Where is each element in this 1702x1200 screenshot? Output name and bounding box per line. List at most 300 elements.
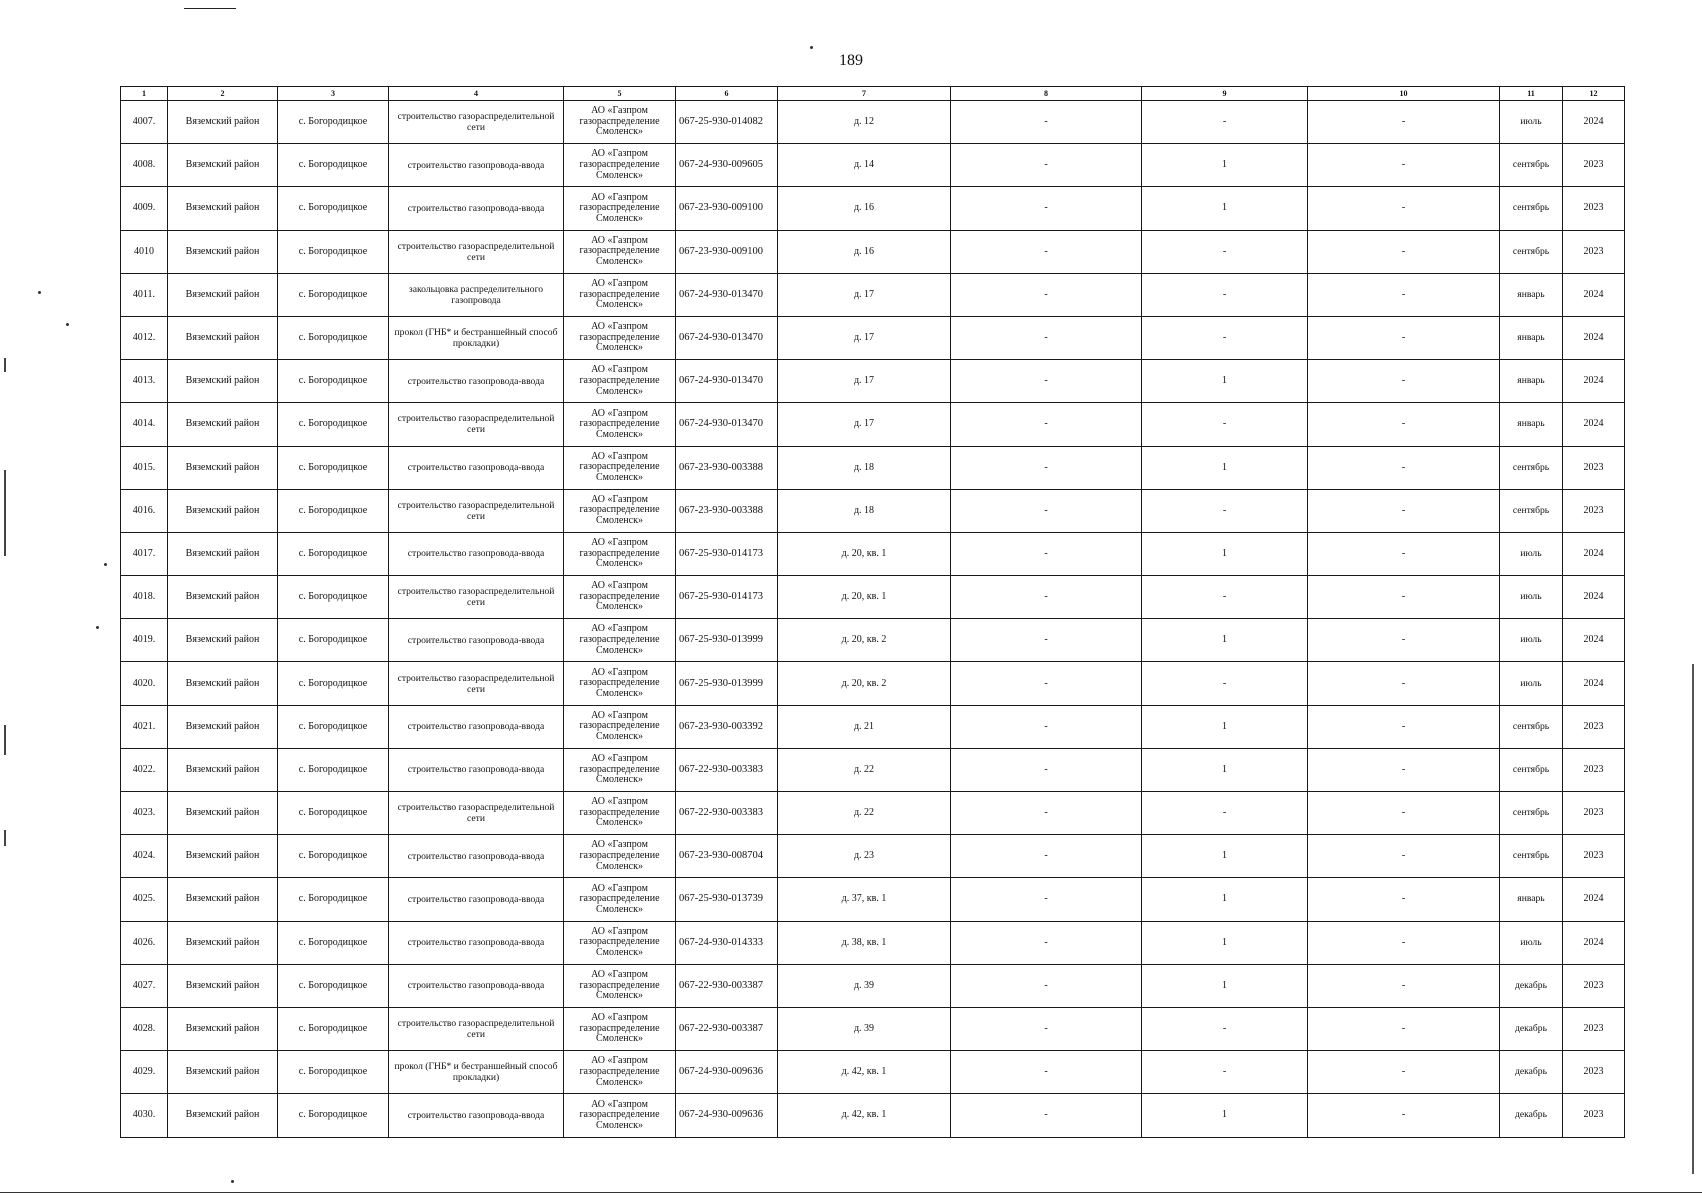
year-cell: 2024 [1563, 403, 1625, 446]
year-cell: 2023 [1563, 835, 1625, 878]
application-code-cell: 067-24-930-009636 [676, 1094, 778, 1137]
settlement-cell: с. Богородицкое [278, 446, 389, 489]
row-number-cell: 4022. [121, 748, 168, 791]
address-cell: д. 39 [778, 964, 951, 1007]
year-cell: 2023 [1563, 1051, 1625, 1094]
col-8-value-cell: - [951, 1007, 1142, 1050]
district-cell: Вяземский район [168, 1051, 278, 1094]
district-cell: Вяземский район [168, 619, 278, 662]
settlement-cell: с. Богородицкое [278, 878, 389, 921]
year-cell: 2023 [1563, 1094, 1625, 1137]
col-9-value-cell: 1 [1142, 144, 1308, 187]
district-cell: Вяземский район [168, 1007, 278, 1050]
organization-cell: АО «Газпром газораспределение Смоленск» [564, 187, 676, 230]
col-9-value-cell: 1 [1142, 835, 1308, 878]
col-9-value-cell: - [1142, 792, 1308, 835]
month-cell: январь [1500, 273, 1563, 316]
column-number-8: 8 [951, 87, 1142, 101]
row-number-cell: 4015. [121, 446, 168, 489]
table-row [121, 316, 1625, 359]
month-cell: июль [1500, 921, 1563, 964]
address-cell: д. 21 [778, 705, 951, 748]
application-code-cell: 067-25-930-014082 [676, 101, 778, 144]
row-number-cell: 4013. [121, 360, 168, 403]
year-cell: 2023 [1563, 489, 1625, 532]
district-cell: Вяземский район [168, 316, 278, 359]
column-number-3: 3 [278, 87, 389, 101]
address-cell: д. 18 [778, 489, 951, 532]
month-cell: январь [1500, 878, 1563, 921]
table-row [121, 1007, 1625, 1050]
table-row [121, 619, 1625, 662]
district-cell: Вяземский район [168, 489, 278, 532]
col-9-value-cell: 1 [1142, 532, 1308, 575]
year-cell: 2023 [1563, 230, 1625, 273]
col-9-value-cell: - [1142, 576, 1308, 619]
table-row [121, 273, 1625, 316]
col-10-value-cell: - [1308, 705, 1500, 748]
address-cell: д. 14 [778, 144, 951, 187]
district-cell: Вяземский район [168, 403, 278, 446]
application-code-cell: 067-22-930-003383 [676, 792, 778, 835]
address-cell: д. 42, кв. 1 [778, 1094, 951, 1137]
organization-cell: АО «Газпром газораспределение Смоленск» [564, 273, 676, 316]
table-body [121, 101, 1625, 1138]
district-cell: Вяземский район [168, 792, 278, 835]
work-type-cell: строительство газопровода-ввода [389, 1094, 564, 1137]
col-9-value-cell: - [1142, 1051, 1308, 1094]
scan-artifact-tick [4, 358, 6, 372]
month-cell: январь [1500, 360, 1563, 403]
work-type-cell: прокол (ГНБ* и бестраншейный способ прокладки) [389, 316, 564, 359]
col-10-value-cell: - [1308, 921, 1500, 964]
scan-artifact-dot [66, 323, 69, 326]
district-cell: Вяземский район [168, 964, 278, 1007]
scan-artifact-tick [4, 470, 6, 556]
district-cell: Вяземский район [168, 273, 278, 316]
col-8-value-cell: - [951, 230, 1142, 273]
col-9-value-cell: - [1142, 403, 1308, 446]
scan-artifact-dot [96, 626, 99, 629]
month-cell: январь [1500, 316, 1563, 359]
district-cell: Вяземский район [168, 230, 278, 273]
col-8-value-cell: - [951, 662, 1142, 705]
col-10-value-cell: - [1308, 532, 1500, 575]
col-8-value-cell: - [951, 403, 1142, 446]
year-cell: 2023 [1563, 705, 1625, 748]
year-cell: 2024 [1563, 576, 1625, 619]
district-cell: Вяземский район [168, 748, 278, 791]
year-cell: 2024 [1563, 662, 1625, 705]
col-9-value-cell: 1 [1142, 360, 1308, 403]
row-number-cell: 4029. [121, 1051, 168, 1094]
row-number-cell: 4016. [121, 489, 168, 532]
settlement-cell: с. Богородицкое [278, 532, 389, 575]
row-number-cell: 4018. [121, 576, 168, 619]
year-cell: 2024 [1563, 619, 1625, 662]
column-number-row [121, 87, 1625, 101]
table-row [121, 705, 1625, 748]
address-cell: д. 12 [778, 101, 951, 144]
column-number-10: 10 [1308, 87, 1500, 101]
row-number-cell: 4014. [121, 403, 168, 446]
col-9-value-cell: - [1142, 273, 1308, 316]
work-type-cell: закольцовка распределительного газопровода [389, 273, 564, 316]
col-8-value-cell: - [951, 878, 1142, 921]
table-row [121, 144, 1625, 187]
column-number-5: 5 [564, 87, 676, 101]
col-9-value-cell: - [1142, 489, 1308, 532]
organization-cell: АО «Газпром газораспределение Смоленск» [564, 576, 676, 619]
col-8-value-cell: - [951, 273, 1142, 316]
work-type-cell: строительство газопровода-ввода [389, 446, 564, 489]
address-cell: д. 17 [778, 316, 951, 359]
settlement-cell: с. Богородицкое [278, 273, 389, 316]
table-row [121, 101, 1625, 144]
month-cell: июль [1500, 576, 1563, 619]
work-type-cell: строительство газопровода-ввода [389, 748, 564, 791]
organization-cell: АО «Газпром газораспределение Смоленск» [564, 1007, 676, 1050]
work-type-cell: строительство газопровода-ввода [389, 532, 564, 575]
work-type-cell: строительство газораспределительной сети [389, 1007, 564, 1050]
month-cell: июль [1500, 662, 1563, 705]
work-type-cell: строительство газораспределительной сети [389, 576, 564, 619]
district-cell: Вяземский район [168, 662, 278, 705]
settlement-cell: с. Богородицкое [278, 662, 389, 705]
table-row [121, 187, 1625, 230]
row-number-cell: 4026. [121, 921, 168, 964]
scan-artifact-margin-line [1692, 664, 1694, 1174]
month-cell: сентябрь [1500, 230, 1563, 273]
application-code-cell: 067-25-930-014173 [676, 576, 778, 619]
col-8-value-cell: - [951, 576, 1142, 619]
organization-cell: АО «Газпром газораспределение Смоленск» [564, 489, 676, 532]
district-cell: Вяземский район [168, 187, 278, 230]
organization-cell: АО «Газпром газораспределение Смоленск» [564, 230, 676, 273]
table-row [121, 1094, 1625, 1137]
row-number-cell: 4019. [121, 619, 168, 662]
col-10-value-cell: - [1308, 835, 1500, 878]
scan-artifact-dot [810, 46, 813, 49]
address-cell: д. 16 [778, 230, 951, 273]
row-number-cell: 4008. [121, 144, 168, 187]
row-number-cell: 4024. [121, 835, 168, 878]
col-8-value-cell: - [951, 921, 1142, 964]
month-cell: декабрь [1500, 1051, 1563, 1094]
application-code-cell: 067-23-930-003388 [676, 489, 778, 532]
organization-cell: АО «Газпром газораспределение Смоленск» [564, 360, 676, 403]
address-cell: д. 17 [778, 273, 951, 316]
col-8-value-cell: - [951, 835, 1142, 878]
district-cell: Вяземский район [168, 144, 278, 187]
settlement-cell: с. Богородицкое [278, 489, 389, 532]
month-cell: декабрь [1500, 1007, 1563, 1050]
application-code-cell: 067-23-930-003388 [676, 446, 778, 489]
organization-cell: АО «Газпром газораспределение Смоленск» [564, 878, 676, 921]
row-number-cell: 4023. [121, 792, 168, 835]
table-row [121, 921, 1625, 964]
month-cell: сентябрь [1500, 446, 1563, 489]
year-cell: 2023 [1563, 144, 1625, 187]
work-type-cell: строительство газораспределительной сети [389, 792, 564, 835]
column-number-7: 7 [778, 87, 951, 101]
work-type-cell: строительство газопровода-ввода [389, 964, 564, 1007]
table-row [121, 835, 1625, 878]
col-10-value-cell: - [1308, 1007, 1500, 1050]
scan-artifact-dot [231, 1180, 234, 1183]
district-cell: Вяземский район [168, 921, 278, 964]
application-code-cell: 067-24-930-013470 [676, 316, 778, 359]
table-row [121, 532, 1625, 575]
application-code-cell: 067-22-930-003383 [676, 748, 778, 791]
col-10-value-cell: - [1308, 489, 1500, 532]
col-10-value-cell: - [1308, 662, 1500, 705]
year-cell: 2023 [1563, 792, 1625, 835]
organization-cell: АО «Газпром газораспределение Смоленск» [564, 619, 676, 662]
address-cell: д. 38, кв. 1 [778, 921, 951, 964]
address-cell: д. 22 [778, 792, 951, 835]
col-10-value-cell: - [1308, 403, 1500, 446]
col-8-value-cell: - [951, 1051, 1142, 1094]
work-type-cell: строительство газопровода-ввода [389, 705, 564, 748]
row-number-cell: 4027. [121, 964, 168, 1007]
organization-cell: АО «Газпром газораспределение Смоленск» [564, 705, 676, 748]
work-type-cell: строительство газопровода-ввода [389, 144, 564, 187]
table-row [121, 878, 1625, 921]
col-8-value-cell: - [951, 187, 1142, 230]
table-row [121, 748, 1625, 791]
month-cell: сентябрь [1500, 748, 1563, 791]
year-cell: 2024 [1563, 360, 1625, 403]
work-type-cell: строительство газопровода-ввода [389, 360, 564, 403]
settlement-cell: с. Богородицкое [278, 230, 389, 273]
settlement-cell: с. Богородицкое [278, 705, 389, 748]
scan-artifact-dot [104, 563, 107, 566]
organization-cell: АО «Газпром газораспределение Смоленск» [564, 1051, 676, 1094]
col-9-value-cell: - [1142, 316, 1308, 359]
work-type-cell: строительство газораспределительной сети [389, 230, 564, 273]
col-10-value-cell: - [1308, 101, 1500, 144]
address-cell: д. 42, кв. 1 [778, 1051, 951, 1094]
column-number-9: 9 [1142, 87, 1308, 101]
application-code-cell: 067-25-930-013999 [676, 619, 778, 662]
organization-cell: АО «Газпром газораспределение Смоленск» [564, 101, 676, 144]
table-row [121, 792, 1625, 835]
col-9-value-cell: 1 [1142, 964, 1308, 1007]
address-cell: д. 18 [778, 446, 951, 489]
month-cell: сентябрь [1500, 705, 1563, 748]
row-number-cell: 4007. [121, 101, 168, 144]
application-code-cell: 067-25-930-014173 [676, 532, 778, 575]
col-8-value-cell: - [951, 316, 1142, 359]
col-10-value-cell: - [1308, 748, 1500, 791]
month-cell: декабрь [1500, 964, 1563, 1007]
settlement-cell: с. Богородицкое [278, 144, 389, 187]
col-10-value-cell: - [1308, 878, 1500, 921]
district-cell: Вяземский район [168, 446, 278, 489]
col-9-value-cell: 1 [1142, 187, 1308, 230]
table-row [121, 403, 1625, 446]
settlement-cell: с. Богородицкое [278, 1051, 389, 1094]
row-number-cell: 4017. [121, 532, 168, 575]
organization-cell: АО «Газпром газораспределение Смоленск» [564, 792, 676, 835]
work-type-cell: строительство газопровода-ввода [389, 835, 564, 878]
table-row [121, 662, 1625, 705]
table-row [121, 230, 1625, 273]
page-bottom-rule [0, 1192, 1702, 1193]
col-9-value-cell: 1 [1142, 921, 1308, 964]
year-cell: 2024 [1563, 532, 1625, 575]
district-cell: Вяземский район [168, 360, 278, 403]
col-8-value-cell: - [951, 101, 1142, 144]
settlement-cell: с. Богородицкое [278, 835, 389, 878]
row-number-cell: 4028. [121, 1007, 168, 1050]
application-code-cell: 067-23-930-009100 [676, 230, 778, 273]
page-number: 189 [839, 52, 863, 69]
col-10-value-cell: - [1308, 187, 1500, 230]
organization-cell: АО «Газпром газораспределение Смоленск» [564, 921, 676, 964]
address-cell: д. 20, кв. 2 [778, 662, 951, 705]
organization-cell: АО «Газпром газораспределение Смоленск» [564, 316, 676, 359]
application-code-cell: 067-25-930-013999 [676, 662, 778, 705]
year-cell: 2023 [1563, 187, 1625, 230]
month-cell: январь [1500, 403, 1563, 446]
row-number-cell: 4012. [121, 316, 168, 359]
col-10-value-cell: - [1308, 144, 1500, 187]
col-9-value-cell: - [1142, 230, 1308, 273]
district-cell: Вяземский район [168, 835, 278, 878]
column-number-2: 2 [168, 87, 278, 101]
year-cell: 2023 [1563, 964, 1625, 1007]
month-cell: июль [1500, 619, 1563, 662]
application-code-cell: 067-23-930-008704 [676, 835, 778, 878]
address-cell: д. 17 [778, 403, 951, 446]
row-number-cell: 4010 [121, 230, 168, 273]
district-cell: Вяземский район [168, 101, 278, 144]
address-cell: д. 20, кв. 1 [778, 576, 951, 619]
month-cell: сентябрь [1500, 792, 1563, 835]
col-9-value-cell: 1 [1142, 748, 1308, 791]
row-number-cell: 4025. [121, 878, 168, 921]
row-number-cell: 4030. [121, 1094, 168, 1137]
work-type-cell: строительство газопровода-ввода [389, 619, 564, 662]
work-type-cell: строительство газопровода-ввода [389, 878, 564, 921]
organization-cell: АО «Газпром газораспределение Смоленск» [564, 144, 676, 187]
organization-cell: АО «Газпром газораспределение Смоленск» [564, 662, 676, 705]
application-code-cell: 067-24-930-014333 [676, 921, 778, 964]
scan-artifact-dot [38, 291, 41, 294]
application-code-cell: 067-23-930-003392 [676, 705, 778, 748]
col-10-value-cell: - [1308, 964, 1500, 1007]
year-cell: 2024 [1563, 316, 1625, 359]
organization-cell: АО «Газпром газораспределение Смоленск» [564, 748, 676, 791]
year-cell: 2023 [1563, 1007, 1625, 1050]
col-9-value-cell: - [1142, 101, 1308, 144]
month-cell: сентябрь [1500, 835, 1563, 878]
month-cell: июль [1500, 532, 1563, 575]
application-code-cell: 067-22-930-003387 [676, 1007, 778, 1050]
district-cell: Вяземский район [168, 576, 278, 619]
district-cell: Вяземский район [168, 1094, 278, 1137]
col-10-value-cell: - [1308, 316, 1500, 359]
year-cell: 2024 [1563, 273, 1625, 316]
scan-artifact-tick [4, 725, 6, 755]
settlement-cell: с. Богородицкое [278, 921, 389, 964]
settlement-cell: с. Богородицкое [278, 1007, 389, 1050]
table-row [121, 360, 1625, 403]
col-8-value-cell: - [951, 792, 1142, 835]
year-cell: 2024 [1563, 101, 1625, 144]
address-cell: д. 20, кв. 2 [778, 619, 951, 662]
address-cell: д. 16 [778, 187, 951, 230]
year-cell: 2023 [1563, 748, 1625, 791]
table-row [121, 576, 1625, 619]
address-cell: д. 17 [778, 360, 951, 403]
column-number-4: 4 [389, 87, 564, 101]
col-8-value-cell: - [951, 360, 1142, 403]
organization-cell: АО «Газпром газораспределение Смоленск» [564, 1094, 676, 1137]
col-9-value-cell: 1 [1142, 705, 1308, 748]
organization-cell: АО «Газпром газораспределение Смоленск» [564, 403, 676, 446]
application-code-cell: 067-24-930-009636 [676, 1051, 778, 1094]
column-number-1: 1 [121, 87, 168, 101]
col-8-value-cell: - [951, 532, 1142, 575]
settlement-cell: с. Богородицкое [278, 101, 389, 144]
scan-artifact-tick [4, 830, 6, 846]
table-row [121, 446, 1625, 489]
settlement-cell: с. Богородицкое [278, 1094, 389, 1137]
col-8-value-cell: - [951, 705, 1142, 748]
col-8-value-cell: - [951, 144, 1142, 187]
settlement-cell: с. Богородицкое [278, 187, 389, 230]
register-table [120, 86, 1625, 1138]
address-cell: д. 39 [778, 1007, 951, 1050]
col-8-value-cell: - [951, 748, 1142, 791]
col-9-value-cell: 1 [1142, 619, 1308, 662]
year-cell: 2024 [1563, 921, 1625, 964]
col-10-value-cell: - [1308, 273, 1500, 316]
table-row [121, 964, 1625, 1007]
settlement-cell: с. Богородицкое [278, 360, 389, 403]
application-code-cell: 067-24-930-013470 [676, 273, 778, 316]
district-cell: Вяземский район [168, 532, 278, 575]
work-type-cell: строительство газораспределительной сети [389, 489, 564, 532]
settlement-cell: с. Богородицкое [278, 576, 389, 619]
col-9-value-cell: 1 [1142, 878, 1308, 921]
month-cell: сентябрь [1500, 187, 1563, 230]
col-8-value-cell: - [951, 1094, 1142, 1137]
address-cell: д. 20, кв. 1 [778, 532, 951, 575]
work-type-cell: строительство газораспределительной сети [389, 101, 564, 144]
month-cell: декабрь [1500, 1094, 1563, 1137]
column-number-11: 11 [1500, 87, 1563, 101]
work-type-cell: прокол (ГНБ* и бестраншейный способ прокладки) [389, 1051, 564, 1094]
row-number-cell: 4009. [121, 187, 168, 230]
col-8-value-cell: - [951, 446, 1142, 489]
address-cell: д. 37, кв. 1 [778, 878, 951, 921]
application-code-cell: 067-24-930-013470 [676, 403, 778, 446]
application-code-cell: 067-25-930-013739 [676, 878, 778, 921]
col-8-value-cell: - [951, 964, 1142, 1007]
settlement-cell: с. Богородицкое [278, 403, 389, 446]
month-cell: сентябрь [1500, 489, 1563, 532]
settlement-cell: с. Богородицкое [278, 316, 389, 359]
organization-cell: АО «Газпром газораспределение Смоленск» [564, 964, 676, 1007]
col-9-value-cell: 1 [1142, 446, 1308, 489]
work-type-cell: строительство газораспределительной сети [389, 662, 564, 705]
col-10-value-cell: - [1308, 446, 1500, 489]
address-cell: д. 22 [778, 748, 951, 791]
